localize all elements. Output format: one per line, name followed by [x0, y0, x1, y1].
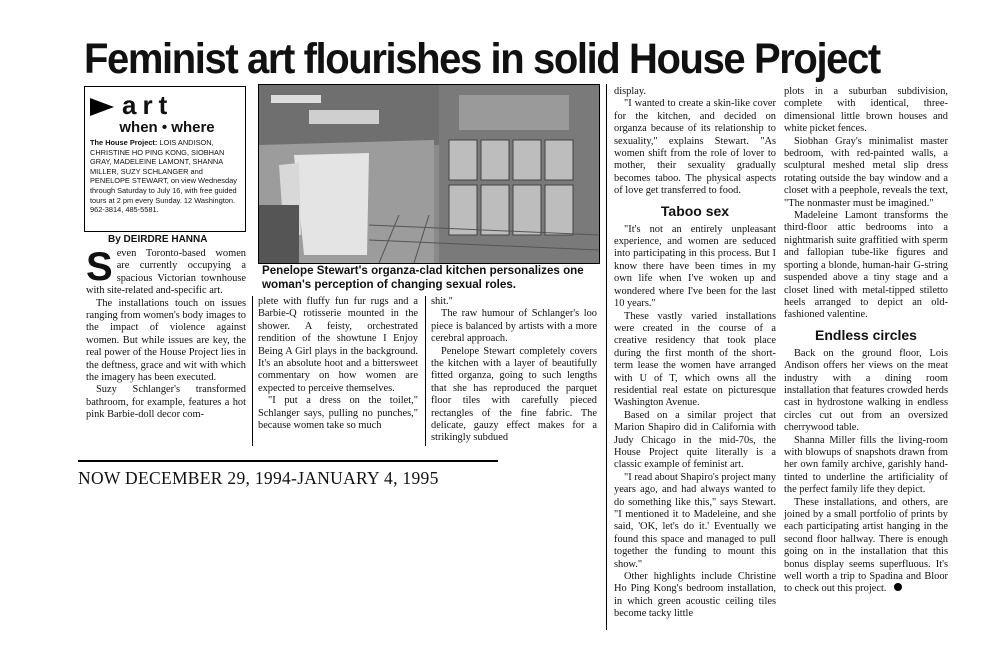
paragraph: Back on the ground floor, Lois Andison offers her views on the meat industry with a dining room installation that features crowded herds cast in hydrostone walking in endless circles cut out from an oversized cherrywood table.	[784, 347, 948, 434]
art-logo-text: art	[122, 90, 174, 120]
column-5	[784, 86, 948, 596]
paragraph: Madeleine Lamont transforms the third-floor attic bedrooms into a nightmarish suite graffitied with sperm and fallopian tube-like figures and sporting a blonde, human-hair G-string suspended above a tiny stage and a closet lined with metal-tipped stiletto heels arranged to depict an old-fashioned valentine.	[784, 210, 948, 321]
paragraph: plete with fluffy fun fur rugs and a Barbie-Q rotisserie mounted in the shower. A feisty, orchestrated rendition of the showtune I Enjoy Being A Girl plays in the background. It's an absolute hoot and a bittersweet commentary on how women are expected to perceive themselves.	[258, 296, 418, 394]
paragraph: shit."	[431, 296, 453, 307]
paragraph: even Toronto-based women are currently occupying a spacious Victorian townhouse with site-related and-specific art.	[86, 248, 246, 297]
paragraph: The installations touch on issues ranging from women's body images to the impact of violence against women. But while issues are key, the real power of the House Project lies in the deftness, grace and wit with which the imagery has been executed.	[86, 297, 246, 384]
paragraph: plots in a suburban subdivision, complete with identical, three-dimensional little brown houses and white picket fences.	[784, 86, 948, 135]
column-rule	[252, 296, 253, 446]
paragraph: The raw humour of Schlanger's loo piece is balanced by artists with a more cerebral approach.	[431, 308, 597, 345]
column-3	[431, 296, 597, 445]
paragraph: "I wanted to create a skin-like cover for the kitchen, and decided on organza because of its relationship to sexuality," explains Stewart. "As women shift from the role of lover to mother, their sexuality gradually becomes taboo. The physical aspects of love get transferred to food.	[614, 98, 776, 197]
paragraph	[784, 497, 948, 596]
art-logo	[90, 92, 240, 118]
paragraph: Siobhan Gray's minimalist master bedroom, with red-painted walls, a sculptural meshed metal slip dress rotating outside the bay window and a closet with a peephole, reveals the text, "The nonmaster must be imagined."	[784, 135, 948, 209]
headline: Feminist art flourishes in solid House Project	[84, 35, 880, 83]
kitchen-photo-image	[259, 85, 599, 263]
paragraph-text: These installations, and others, are joined by a small portfolio of prints by each participating artist hanging in the second floor hallway. There is enough going on in the installation that this bonus display seems superfluous. It's well worth a trip to Spadina and Bloor to check out this project.	[784, 496, 948, 595]
arrow-icon	[90, 98, 114, 116]
paragraph: Penelope Stewart completely covers the kitchen with a layer of beautifully fitted organza, going to such lengths that she has reproduced the parquet floor tiles with carefully pieced rectangles of the fine fabric. The delicate, gauzy effect makes for a strikingly subdued	[431, 345, 597, 444]
dateline: NOW DECEMBER 29, 1994-JANUARY 4, 1995	[78, 460, 498, 488]
column-2	[258, 296, 418, 432]
sidebar-title: when • where	[119, 119, 215, 136]
paragraph: Other highlights include Christine Ho Ping Kong's bedroom installation, in which green acoustic ceiling tiles become tacky little	[614, 571, 776, 620]
subhead-endless-circles: Endless circles	[815, 326, 917, 343]
paragraph: Based on a similar project that Marion Shapiro did in California with Judy Chicago in the mid-70s, the House Project quite literally is a classic example of feminist art.	[614, 409, 776, 471]
subhead-taboo-sex: Taboo sex	[660, 202, 730, 219]
end-mark-icon	[894, 583, 902, 591]
column-1	[86, 245, 246, 422]
photo-caption: Penelope Stewart's organza-clad kitchen personalizes one woman's perception of changing sexual roles.	[262, 264, 584, 291]
sidebar-label: The House Project:	[90, 138, 158, 147]
paragraph: display.	[614, 86, 646, 97]
column-rule	[606, 84, 607, 630]
lead-paragraph: Seven Toronto-based women are currently occupying a spacious Victorian townhouse with site-related and-specific art.	[86, 245, 246, 297]
column-4	[614, 86, 776, 621]
paragraph: "I read about Shapiro's project many years ago, and had always wanted to do something like this," says Stewart. "I mentioned it to Madeleine, and she said, 'OK, let's do it.' Eventually we found this space and managed to pull together the funding to mount this show."	[614, 471, 776, 570]
paragraph: "I put a dress on the toilet," Schlanger says, pulling no punches," because women take so much	[258, 395, 418, 432]
paragraph: Suzy Schlanger's transformed bathroom, for example, features a hot pink Barbie-doll decor com-	[86, 384, 246, 421]
paragraph: These vastly varied installations were created in the course of a creative residency that took place during the first month of the short-term lease the women have arranged with U of T, which owns all the residential real estate on picturesque Washington Avenue.	[614, 310, 776, 409]
paragraph: Shanna Miller fills the living-room with blowups of snapshots drawn from her own family archive, garishly hand-tinted to underline the artificiality of the perfect family life they depict.	[784, 434, 948, 496]
byline: By DEIRDRE HANNA	[108, 234, 208, 245]
sidebar-body: LOIS ANDISON, CHRISTINE HO PING KONG, SIOBHAN GRAY, MADELEINE LAMONT, SHANNA MILLER, SUZY SCHLANGER and PENELOPE STEWART, on view Wednesday through Saturday to July 16, with free guided tours at 2 pm every Sunday. 12 Washington. 962-3814, 485-5581.	[90, 138, 237, 215]
kitchen-photo	[258, 84, 600, 264]
sidebar-text	[90, 138, 242, 215]
column-rule	[425, 296, 426, 446]
paragraph: "It's not an entirely unpleasant experience, and women are seduced into participating in this process. But I know there have been times in my own life when I've woken up and wondered where I've been for the last 10 years."	[614, 223, 776, 310]
